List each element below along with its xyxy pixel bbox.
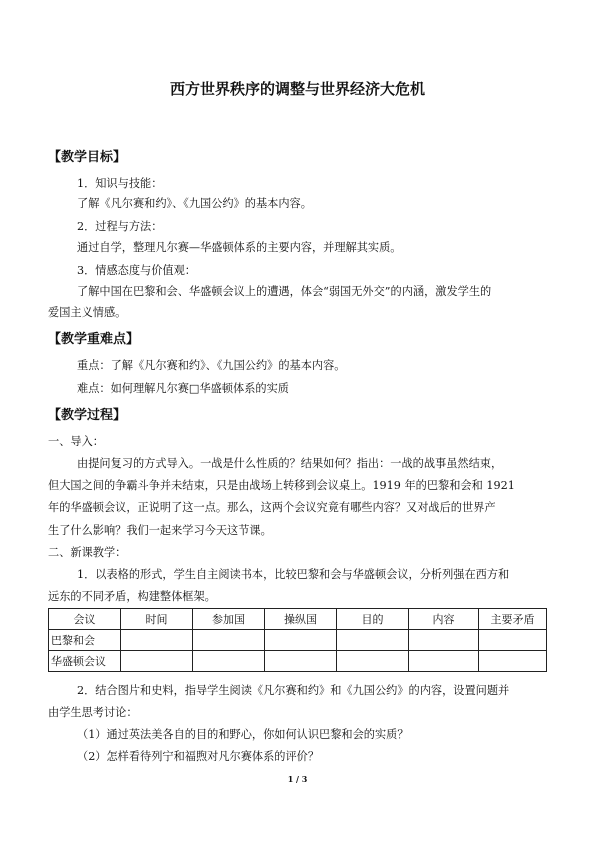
page-title: 西方世界秩序的调整与世界经济大危机 (169, 80, 425, 98)
table-row-label: 巴黎和会 (49, 630, 121, 651)
table-header-cell: 内容 (409, 609, 479, 630)
process-line-5: 生了什么影响？我们一起来学习今天这节课。 (48, 524, 272, 537)
table-row (49, 630, 547, 651)
table-header-cell: 时间 (121, 609, 193, 630)
table-header-row (49, 609, 547, 630)
process-line-7: 1．以表格的形式，学生自主阅读书本，比较巴黎和会与华盛顿会议，分析列强在西方和 (77, 568, 510, 581)
key-line-1: 重点：了解《凡尔赛和约》、《九国公约》的基本内容。 (77, 359, 346, 372)
section-heading-process: 【教学过程】 (48, 408, 127, 423)
table-header-cell: 参加国 (193, 609, 265, 630)
table-cell (337, 630, 409, 651)
table-cell (479, 651, 547, 672)
table-row-label: 华盛顿会议 (49, 651, 121, 672)
section-heading-goals: 【教学目标】 (48, 150, 127, 165)
process-line-11: （1）通过英法美各自的目的和野心，你如何认识巴黎和会的实质？ (77, 728, 409, 741)
table-cell (193, 651, 265, 672)
process-line-2: 由提问复习的方式导入。一战是什么性质的？结果如何？指出：一战的战事虽然结束， (77, 457, 503, 470)
process-line-10: 由学生思考讨论： (48, 706, 138, 719)
process-line-9: 2．结合图片和史料，指导学生阅读《凡尔赛和约》和《九国公约》的内容，设置问题并 (77, 684, 510, 697)
comparison-table (48, 608, 547, 672)
table-cell (409, 651, 479, 672)
table-cell (479, 630, 547, 651)
table-header-cell: 主要矛盾 (479, 609, 547, 630)
process-line-1: 一、导入： (48, 435, 104, 448)
process-line-12: （2）怎样看待列宁和福煦对凡尔赛体系的评价？ (77, 750, 320, 763)
process-line-8: 远东的不同矛盾，构建整体框架。 (48, 590, 216, 603)
section-heading-key-points: 【教学重难点】 (48, 332, 140, 347)
table-cell (121, 651, 193, 672)
key-line-2: 难点：如何理解凡尔赛□华盛顿体系的实质 (77, 382, 289, 395)
table-cell (265, 651, 337, 672)
process-line-4: 年的华盛顿会议，正说明了这一点。那么，这两个会议究竟有哪些内容？又对战后的世界产 (48, 501, 496, 514)
table-cell (121, 630, 193, 651)
goals-line-7: 爱国主义情感。 (48, 306, 127, 319)
table-cell (193, 630, 265, 651)
process-line-6: 二、新课教学： (48, 546, 127, 559)
table-cell (409, 630, 479, 651)
table-header-cell: 操纵国 (265, 609, 337, 630)
table-row (49, 651, 547, 672)
goals-line-3: 2．过程与方法： (77, 220, 163, 233)
table-header-cell: 会议 (49, 609, 121, 630)
goals-line-4: 通过自学，整理凡尔赛—华盛顿体系的主要内容，并理解其实质。 (77, 241, 402, 254)
goals-line-5: 3．情感态度与价值观： (77, 264, 196, 277)
process-line-3: 但大国之间的争霸斗争并未结束，只是由战场上转移到会议桌上。1919 年的巴黎和会和 1921 (48, 479, 515, 492)
table-header-cell: 目的 (337, 609, 409, 630)
goals-line-1: 1．知识与技能： (77, 177, 163, 190)
goals-line-2: 了解《凡尔赛和约》、《九国公约》的基本内容。 (77, 197, 312, 210)
table-cell (337, 651, 409, 672)
goals-line-6: 了解中国在巴黎和会、华盛顿会议上的遭遇，体会“弱国无外交”的内涵，激发学生的 (77, 285, 492, 298)
table-cell (265, 630, 337, 651)
page-number: 1 / 3 (287, 774, 308, 784)
